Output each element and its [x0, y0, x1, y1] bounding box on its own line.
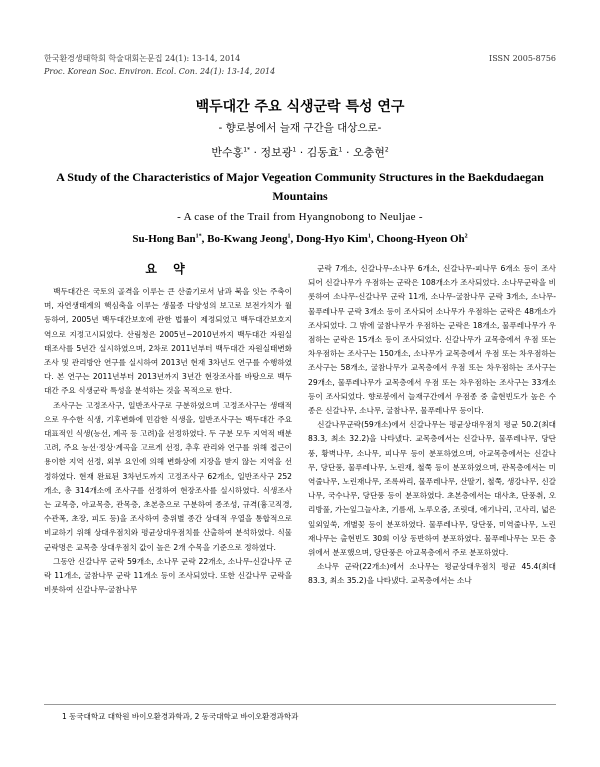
en-author: [207, 233, 290, 245]
ko-author: [211, 146, 250, 159]
title-korean: 백두대간 주요 식생군락 특성 연구: [195, 99, 405, 115]
journal-header: [44, 52, 556, 78]
journal-citation-ko: 한국환경생태학회 학술대회논문집 24(1): 13-14, 2014: [44, 54, 241, 63]
subtitle-korean: - 향로봉에서 늘재 구간을 대상으로-: [218, 122, 382, 134]
abstract-paragraph: 백두대간은 국토의 골격을 이루는 큰 산줄기로서 남과 북을 잇는 주축이며, 자연생태계의 핵심축을 이루는 생물종 다양성의 보고로 보전가치가 월등하여, 2005년 백두대간보호에 관한 법률이 제정되었고 백두대간보호지역으로 지정고시되었다. 산림청은 2005년~2010년까지 백두대간 자원실태조사를 5년간 실시하였으며, 2차로 2011년부터 백두대간 자원실태변화조사 및 관리방안 연구를 실시하여 2013년 현재 3차년도 연구를 수행하였다. 본 연구는 2011년부터 2013년까지 3년간 현장조사를 바탕으로 백두대간 주요 식생군락 특성을 분석하는 것을 목적으로 한다.: [44, 287, 292, 396]
ko-author-name: 오충현: [352, 146, 385, 159]
abstract-left-column: [44, 262, 292, 597]
en-author-affiliation-mark: 1: [367, 233, 371, 240]
affiliation-footnote: 1 동국대학교 대학원 바이오환경과학과, 2 동국대학교 바이오환경과학과: [62, 712, 299, 721]
en-author-separator: ,: [290, 233, 296, 245]
en-author-affiliation-mark: 1: [287, 233, 291, 240]
ko-author-affiliation-mark: 1: [292, 146, 297, 154]
en-author: [376, 233, 467, 245]
abstract-heading: 요 약: [145, 262, 191, 276]
authors-korean: [0, 144, 600, 160]
en-author-name: Su-Hong Ban: [132, 233, 196, 245]
abstract-paragraph: 그동안 신갈나무 군락 59개소, 소나무 군락 22개소, 소나무-신갈나무 군락 11개소, 굴참나무 군락 11개소 등이 조사되었다. 또한 신갈나무 군락을 비롯하여 신갈나무-굴참나무: [44, 556, 292, 595]
abstract-paragraph: 소나무 군락(22개소)에서 소나무는 평균상대우점치 평균 45.4(최대 83.3, 최소 35.2)을 나타냈다. 교목층에서는 소나: [308, 562, 556, 586]
ko-author: [353, 146, 389, 159]
subtitle-english: - A case of the Trail from Hyangnobong to Neuljae -: [177, 211, 423, 223]
ko-author: [307, 146, 343, 159]
en-author-separator: ,: [201, 233, 208, 245]
journal-citation-en: Proc. Korean Soc. Environ. Ecol. Con. 24(1): 13-14, 2014: [44, 67, 276, 76]
en-author-separator: ,: [370, 233, 377, 245]
ko-author-separator: ·: [250, 146, 261, 159]
ko-author-name: 김동효: [306, 146, 339, 159]
title-english: A Study of the Characteristics of Major Vegeation Community Structures in the Baekdudaegan Mountains: [56, 170, 544, 203]
ko-author-name: 반수홍: [211, 146, 244, 159]
en-author-name: Bo-Kwang Jeong: [207, 233, 288, 245]
en-author-affiliation-mark: 2: [464, 233, 468, 240]
ko-author-separator: ·: [342, 146, 353, 159]
ko-author-name: 정보광: [260, 146, 293, 159]
issn-label: ISSN 2005-8756: [489, 54, 556, 63]
en-author: [132, 233, 201, 245]
ko-author-affiliation-mark: 1: [338, 146, 343, 154]
footnote-divider: [44, 704, 556, 705]
ko-author-affiliation-mark: 2: [384, 146, 389, 154]
ko-author: [261, 146, 297, 159]
ko-author-separator: ·: [296, 146, 307, 159]
ko-author-affiliation-mark: 1*: [243, 146, 251, 154]
en-author: [296, 233, 371, 245]
en-author-name: Choong-Hyeon Oh: [376, 233, 465, 245]
abstract-right-column: [308, 262, 556, 589]
en-author-affiliation-mark: 1*: [195, 233, 202, 240]
authors-english: [0, 233, 600, 245]
en-author-name: Dong-Hyo Kim: [296, 233, 368, 245]
abstract-paragraph: 신갈나무군락(59개소)에서 신갈나무는 평균상대우점치 평균 50.2(최대 83.3, 최소 32.2)을 나타냈다. 교목층에서는 신갈나무, 물푸레나무, 당단풍, 황벽나무, 소나무, 피나무 등이 분포하였으며, 아교목층에서는 신갈나무, 당단풍, 물푸레나무, 노린재, 철쭉 등이 분포하였으며, 관목층에서는 미역줄나무, 노린재나무, 조록싸리, 물푸레나무, 산딸기, 철쭉, 생강나무, 신갈나무, 국수나무, 당단풍 등이 분포하였다. 초본층에서는 대사초, 단풍취, 오리방풀, 가는잎그늘사초, 기름새, 노루오줌, 조릿대, 애기나리, 고사리, 넓은잎외잎쑥, 개별꽃 등이 분포하였다. 물푸레나무, 당단풍, 미역줄나무, 노린재나무는 출현빈도 30회 이상 동반하여 분포하였다. 물푸레나무는 모든 층위에서 분포했으며, 당단풍은 아교목층에서 주로 분포하였다.: [308, 420, 556, 558]
abstract-paragraph: 조사구는 고정조사구, 일반조사구로 구분하였으며 고정조사구는 생태적으로 우수한 식생, 기후변화에 민감한 식생을, 일반조사구는 백두대간 주요 대표적인 식생(능선, 계곡 등 고려)을 선정하였다. 두 구분 모두 지역적 배분 고려, 주요 능선·정상·계곡을 고르게 선정, 추후 관리와 연구를 위해 접근이 용이한 지역 선정, 외부 요인에 의해 변화상에 지장을 받지 않는 지역을 선정하였다. 현재 완료된 3차년도까지 고정조사구 62개소, 일반조사구 252개소, 총 314개소에 조사구를 선정하여 현장조사를 실시하였다. 식생조사는 교목층, 아교목층, 관목층, 초본층으로 구분하여 종조성, 규격(흉고직경, 수관폭, 초장, 피도 등)을 조사하여 층위별 종간 상대적 우열을 통합적으로 비교하기 위해 상대우점치와 평균상대우점치를 산출하여 분석하였다. 식물군락명은 교목층 상대우점치 값이 높은 2개 수목을 기준으로 정하였다.: [44, 400, 292, 552]
abstract-paragraph: 군락 7개소, 신갈나무-소나무 6개소, 신갈나무-피나무 6개소 등이 조사되어 신갈나무가 우점하는 군락은 108개소가 조사되었다. 소나무군락을 비롯하여 소나무-신갈나무 군락 11개, 소나무-굴참나무 군락 3개소, 소나무-물푸레나무 군락 3개소 등이 조사되어 소나무가 우점하는 군락은 48개소가 조사되었다. 그 밖에 굴참나무가 우점하는 군락은 18개소, 물푸레나무가 우점하는 군락은 15개소 등이 조사되었다. 신갈나무가 교목층에서 우점 또는 차우점하는 조사구는 150개소, 소나무가 교목층에서 우점 또는 차우점하는 조사구는 58개소, 굴참나무가 교목층에서 우점 또는 차우점하는 조사구는 29개소, 물푸레나무가 교목층에서 우점 또는 차우점하는 조사구는 33개소 등이 조사되었다. 향로봉에서 늘재구간에서 우점종 중 출현빈도가 높은 수종은 신갈나무, 소나무, 굴참나무, 물푸레나무 등이다.: [308, 264, 556, 416]
